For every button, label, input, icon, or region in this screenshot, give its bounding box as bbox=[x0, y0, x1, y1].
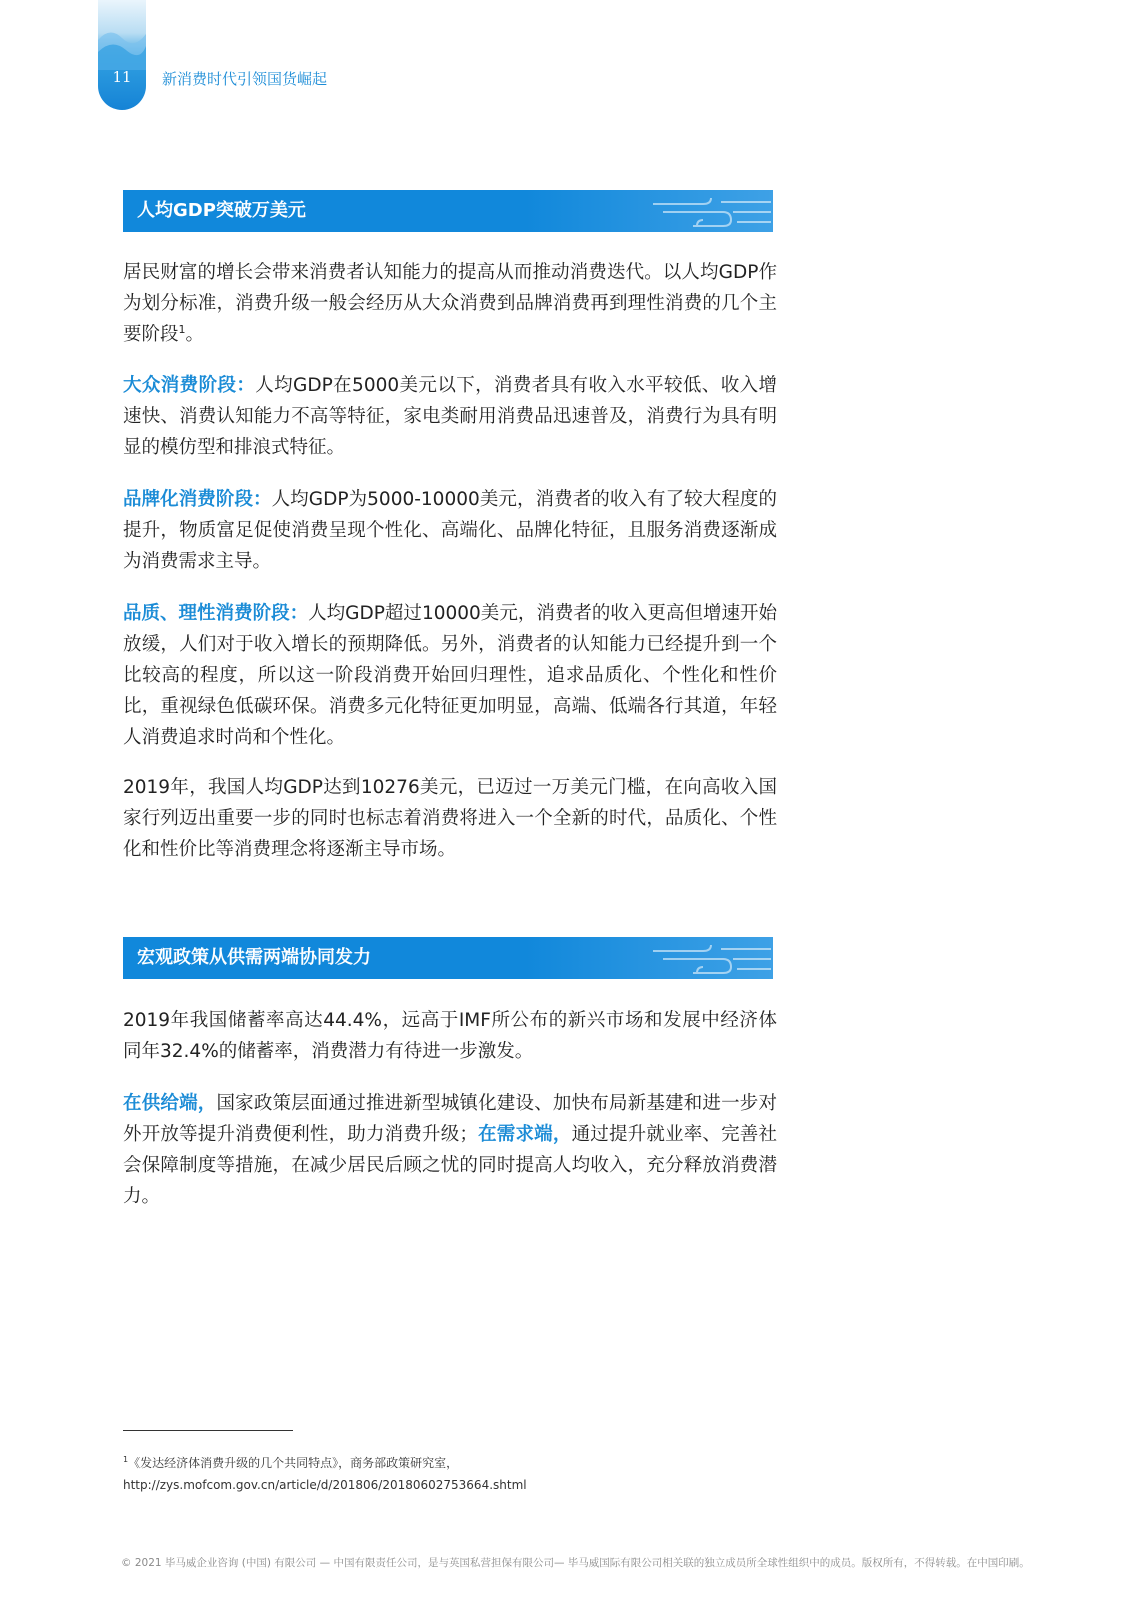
footnote-marker: 1 bbox=[123, 1455, 129, 1464]
footnote bbox=[123, 1452, 823, 1496]
footnote-url-link[interactable]: http://zys.mofcom.gov.cn/article/d/201806/20180602753664.shtml bbox=[123, 1478, 527, 1492]
page-number: 11 bbox=[112, 68, 132, 86]
intro-end: 。 bbox=[185, 324, 205, 345]
intro-text: 居民财富的增长会带来消费者认知能力的提高从而推动消费迭代。以人均GDP作为划分标准，消费升级一般会经历从大众消费到品牌消费再到理性消费的几个主要阶段 bbox=[123, 262, 777, 345]
footnote-ref[interactable]: 1 bbox=[178, 322, 186, 336]
stage-label: 大众消费阶段： bbox=[123, 375, 256, 396]
section-banner-policy bbox=[123, 937, 773, 979]
supply-text: 国家政策层面通过推进新型城镇化建设、加快布局新基建和进一步对外开放等提升消费便利性，助力消费升级； bbox=[123, 1093, 777, 1145]
paragraph-savings: 2019年我国储蓄率高达44.4%，远高于IMF所公布的新兴市场和发展中经济体同年32.4%的储蓄率，消费潜力有待进一步激发。 bbox=[123, 1010, 777, 1062]
section-title: 宏观政策从供需两端协同发力 bbox=[137, 947, 371, 968]
stage-text: 人均GDP为5000-10000美元，消费者的收入有了较大程度的提升，物质富足促使消费呈现个性化、高端化、品牌化特征，且服务消费逐渐成为消费需求主导。 bbox=[123, 489, 777, 572]
supply-label: 在供给端， bbox=[123, 1093, 217, 1114]
section-banner-gdp bbox=[123, 190, 773, 232]
paragraph-stage-quality bbox=[123, 598, 777, 753]
demand-text: 通过提升就业率、完善社会保障制度等措施，在减少居民后顾之忧的同时提高人均收入，充分释放消费潜力。 bbox=[123, 1124, 777, 1207]
copyright-notice: © 2021 毕马威企业咨询 (中国) 有限公司 — 中国有限责任公司，是与英国私营担保有限公司— 毕马威国际有限公司相关联的独立成员所全球性组织中的成员。版权所有，不得转载。在中国印刷。 bbox=[121, 1557, 1030, 1569]
cloud-pattern-icon bbox=[633, 190, 773, 232]
running-title: 新消费时代引领国货崛起 bbox=[162, 70, 328, 88]
footnote-text: 《发达经济体消费升级的几个共同特点》，商务部政策研究室， bbox=[128, 1456, 459, 1470]
paragraph-stage-mass bbox=[123, 370, 777, 463]
demand-label: 在需求端， bbox=[477, 1124, 572, 1145]
paragraph-summary: 2019年，我国人均GDP达到10276美元，已迈过一万美元门槛，在向高收入国家行列迈出重要一步的同时也标志着消费将进入一个全新的时代，品质化、个性化和性价比等消费理念将逐渐主导市场。 bbox=[123, 777, 777, 860]
stage-text: 人均GDP在5000美元以下，消费者具有收入水平较低、收入增速快、消费认知能力不高等特征，家电类耐用消费品迅速普及，消费行为具有明显的模仿型和排浪式特征。 bbox=[123, 375, 777, 458]
paragraph-intro bbox=[123, 257, 777, 350]
stage-label: 品质、理性消费阶段： bbox=[123, 603, 309, 624]
stage-label: 品牌化消费阶段： bbox=[123, 489, 272, 510]
wave-decoration-icon bbox=[98, 20, 146, 70]
section-title: 人均GDP突破万美元 bbox=[137, 200, 306, 221]
footnote-divider bbox=[123, 1430, 293, 1431]
paragraph-stage-brand bbox=[123, 484, 777, 577]
paragraph-supply-demand bbox=[123, 1088, 777, 1212]
page-tab bbox=[98, 0, 146, 110]
stage-text: 人均GDP超过10000美元，消费者的收入更高但增速开始放缓，人们对于收入增长的预期降低。另外，消费者的认知能力已经提升到一个比较高的程度，所以这一阶段消费开始回归理性，追求品质化、个性化和性价比，重视绿色低碳环保。消费多元化特征更加明显，高端、低端各行其道，年轻人消费追求时尚和个性化。 bbox=[123, 603, 777, 748]
cloud-pattern-icon bbox=[633, 937, 773, 979]
